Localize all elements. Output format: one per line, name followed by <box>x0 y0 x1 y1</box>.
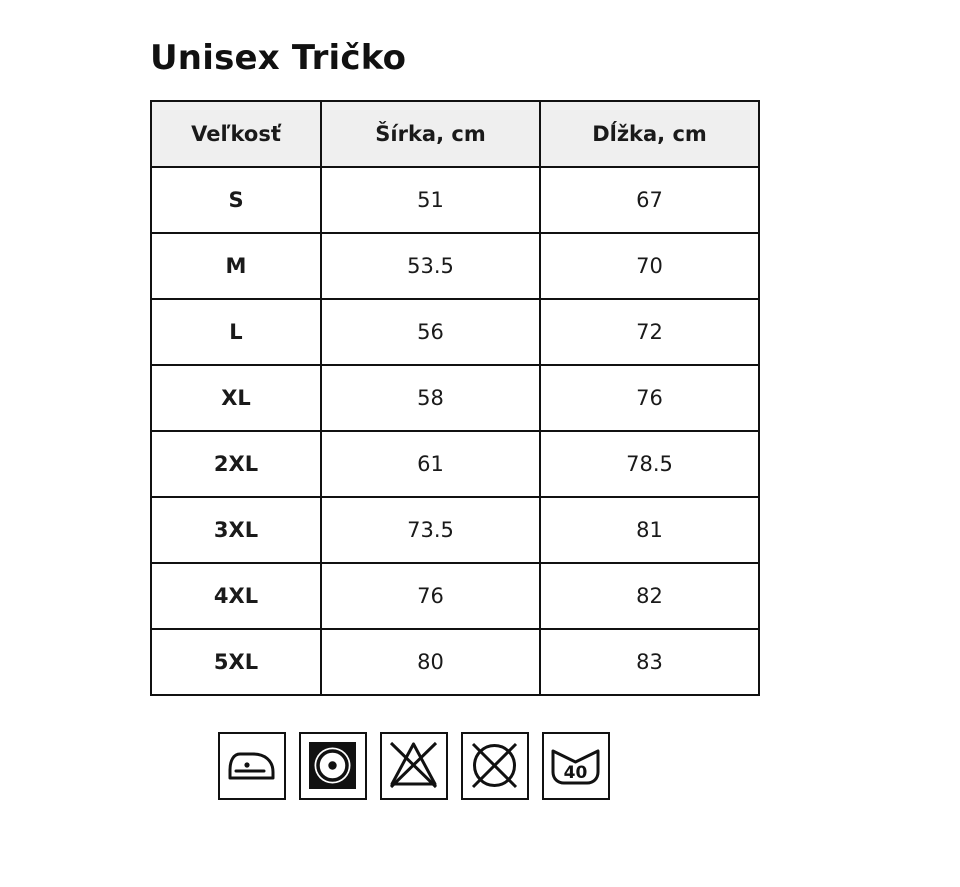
column-header-width: Šírka, cm <box>321 101 540 167</box>
cell-size: M <box>151 233 321 299</box>
cell-size: S <box>151 167 321 233</box>
cell-length: 72 <box>540 299 759 365</box>
size-table-body <box>151 167 759 695</box>
cell-width: 61 <box>321 431 540 497</box>
cell-width: 58 <box>321 365 540 431</box>
cell-length: 78.5 <box>540 431 759 497</box>
care-symbols-row <box>218 732 610 800</box>
page-title: Unisex Tričko <box>150 38 407 78</box>
do-not-bleach-icon <box>380 732 448 800</box>
cell-length: 82 <box>540 563 759 629</box>
cell-size: 2XL <box>151 431 321 497</box>
machine-wash-40-icon <box>542 732 610 800</box>
table-row <box>151 497 759 563</box>
cell-width: 80 <box>321 629 540 695</box>
cell-width: 53.5 <box>321 233 540 299</box>
cell-width: 76 <box>321 563 540 629</box>
table-row <box>151 299 759 365</box>
cell-length: 76 <box>540 365 759 431</box>
table-row <box>151 233 759 299</box>
table-row <box>151 431 759 497</box>
size-table <box>150 100 760 696</box>
table-row <box>151 365 759 431</box>
cell-width: 51 <box>321 167 540 233</box>
table-header-row <box>151 101 759 167</box>
cell-size: 3XL <box>151 497 321 563</box>
cell-length: 67 <box>540 167 759 233</box>
table-row <box>151 167 759 233</box>
size-table-head <box>151 101 759 167</box>
cell-size: XL <box>151 365 321 431</box>
machine-wash-temperature-label: 40 <box>563 763 588 783</box>
iron-low-heat-icon <box>218 732 286 800</box>
cell-size: 4XL <box>151 563 321 629</box>
do-not-dry-clean-icon <box>461 732 529 800</box>
table-row <box>151 629 759 695</box>
cell-length: 81 <box>540 497 759 563</box>
column-header-size: Veľkosť <box>151 101 321 167</box>
cell-size: 5XL <box>151 629 321 695</box>
tumble-dry-normal-icon <box>299 732 367 800</box>
cell-width: 73.5 <box>321 497 540 563</box>
cell-length: 70 <box>540 233 759 299</box>
cell-size: L <box>151 299 321 365</box>
table-row <box>151 563 759 629</box>
cell-length: 83 <box>540 629 759 695</box>
cell-width: 56 <box>321 299 540 365</box>
column-header-length: Dĺžka, cm <box>540 101 759 167</box>
